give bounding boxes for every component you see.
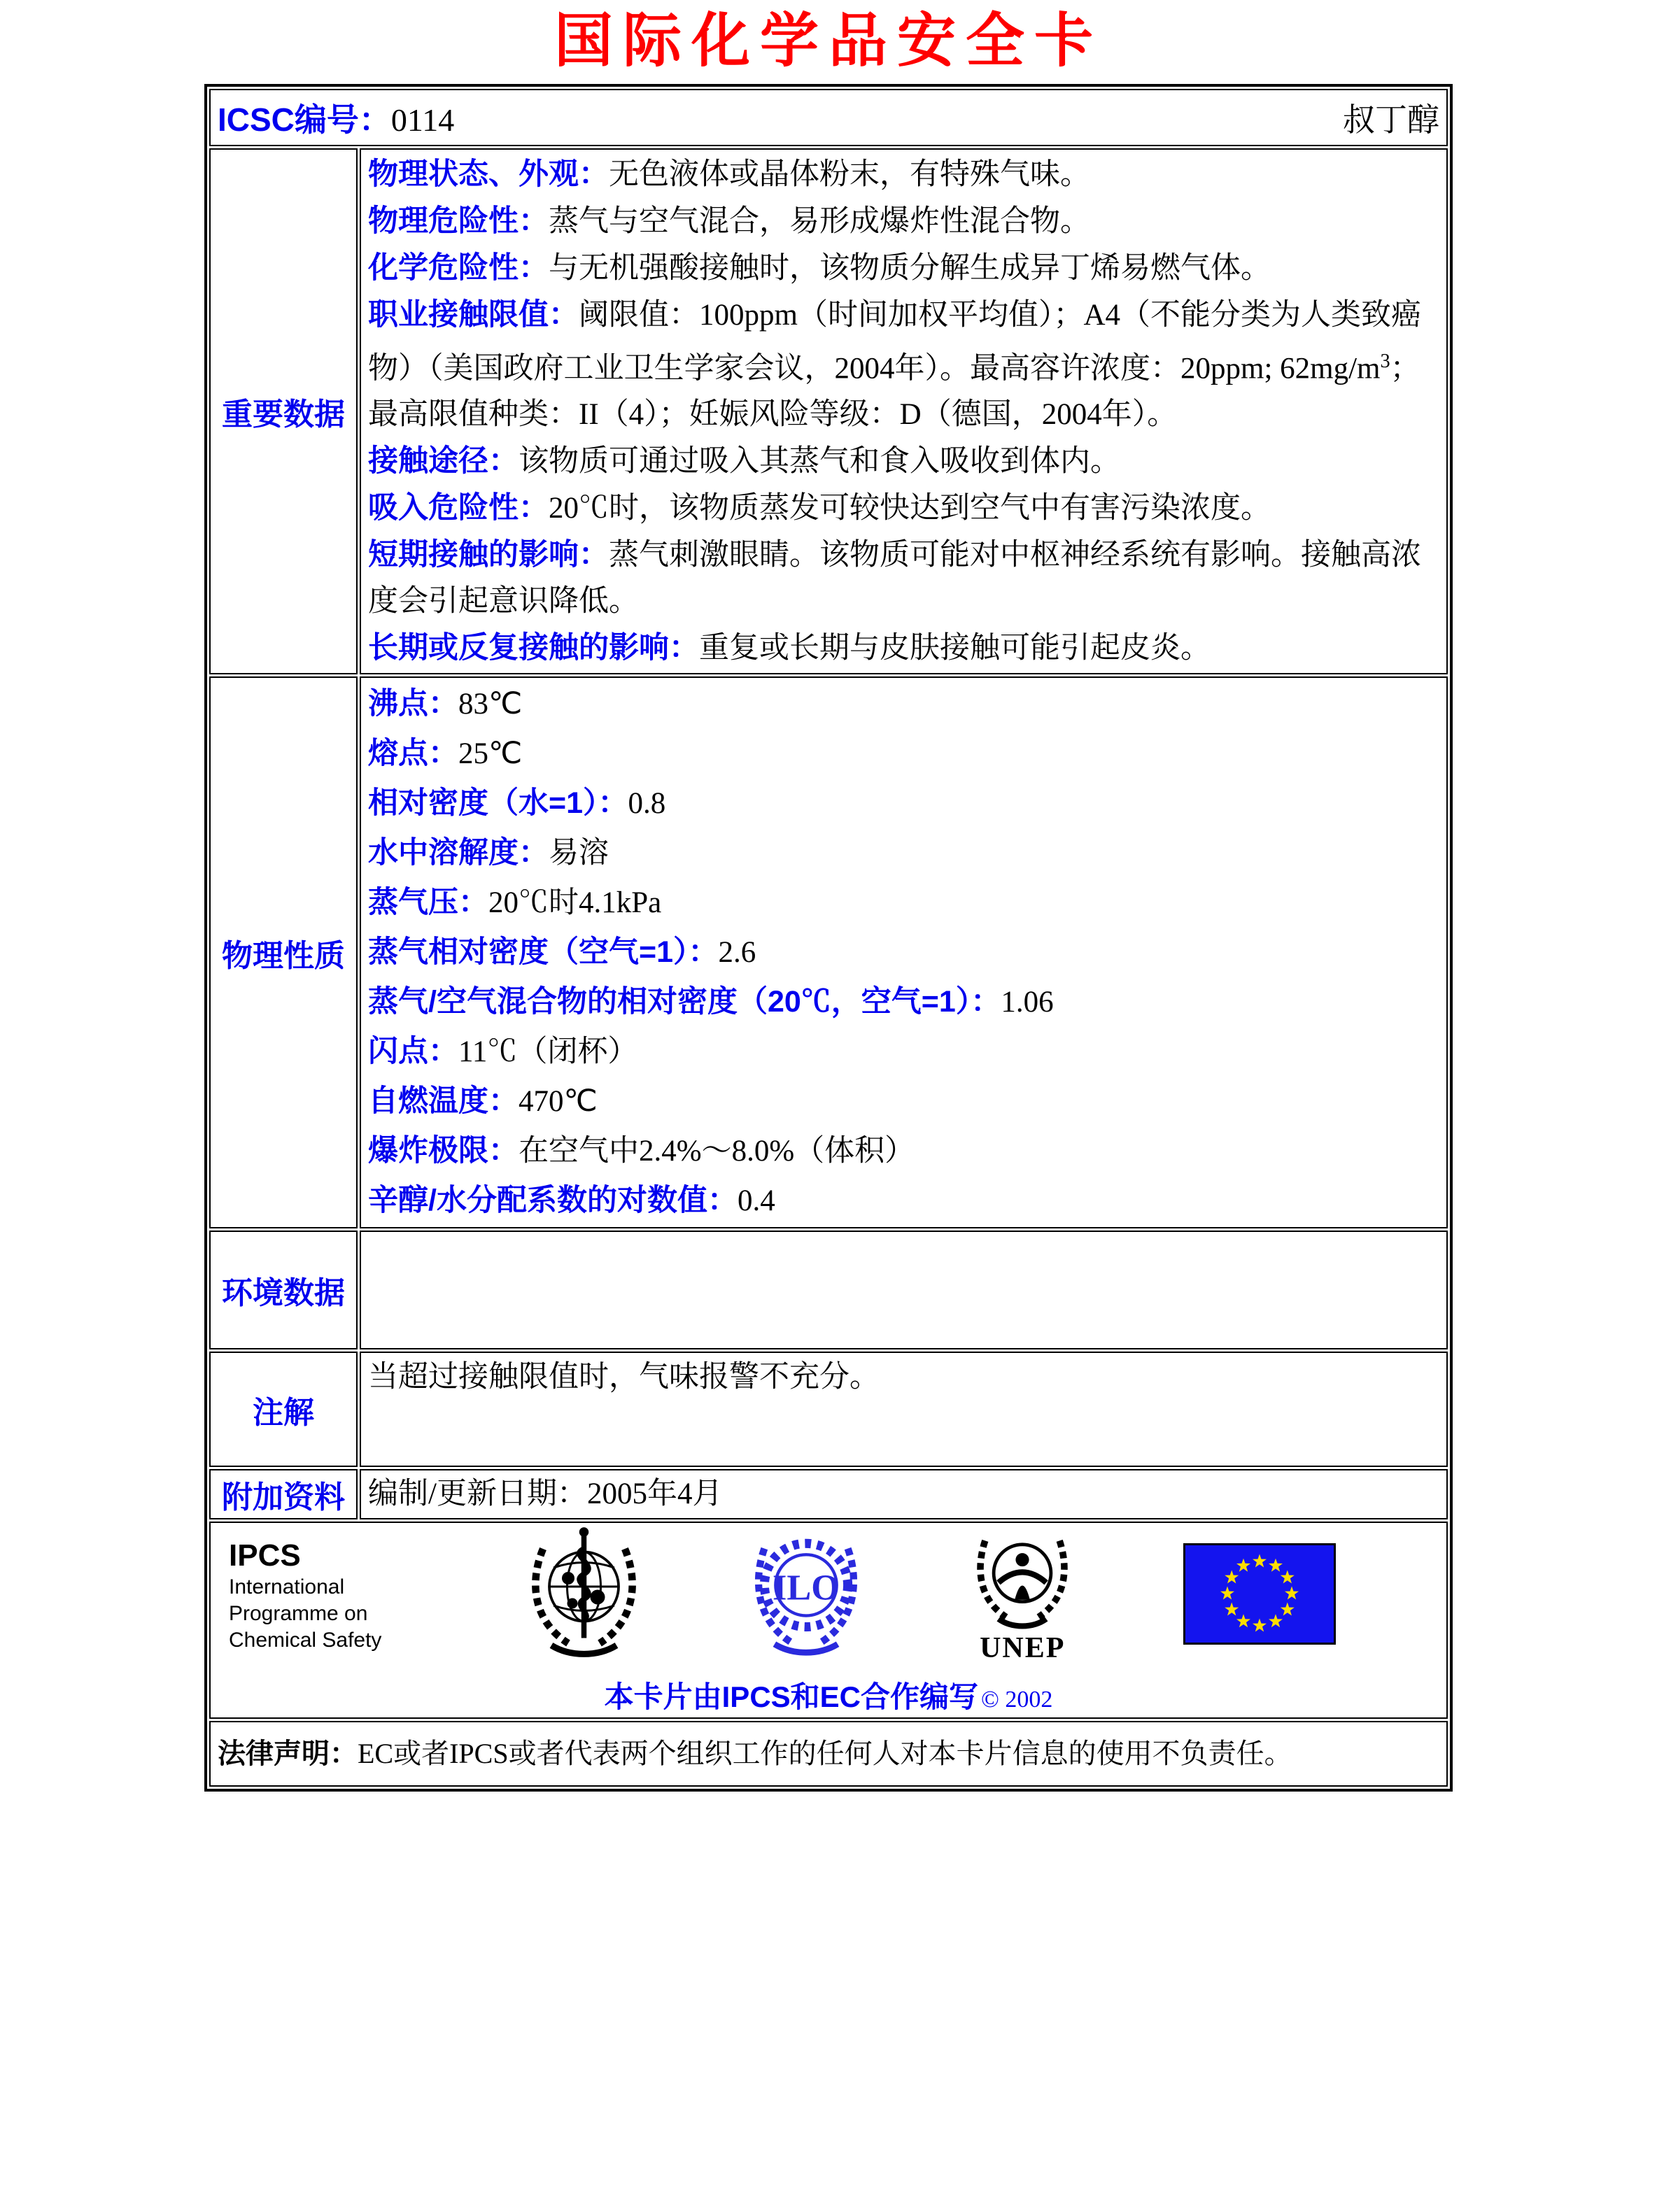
field-flash-point: 闪点：11℃（闭杯） xyxy=(368,1035,638,1069)
field-octanol-water-partition-coefficient: 辛醇/水分配系数的对数值：0.4 xyxy=(368,1184,775,1218)
preparation-update-date: 编制/更新日期：2005年4月 xyxy=(368,1477,723,1511)
field-melting-point: 熔点：25℃ xyxy=(368,737,523,771)
field-inhalation-risk: 吸入危险性：20℃时，该物质蒸发可较快达到空气中有害污染浓度。 xyxy=(368,491,1271,525)
legal-notice-text: EC或者IPCS或者代表两个组织工作的任何人对本卡片信息的使用不负责任。 xyxy=(358,1738,1292,1770)
field-chemical-hazards: 化学危险性：与无机强酸接触时，该物质分解生成异丁烯易燃气体。 xyxy=(368,251,1271,285)
legal-notice xyxy=(218,1736,1439,1772)
superscript-cubic-meter: 3 xyxy=(1380,350,1390,372)
field-explosive-limits: 爆炸极限：在空气中2.4%～8.0%（体积） xyxy=(368,1134,915,1168)
copyright-text: © 2002 xyxy=(981,1687,1053,1713)
icsc-number-value: 0114 xyxy=(390,102,455,138)
svg-text:ILO: ILO xyxy=(772,1567,840,1608)
icsc-number-group xyxy=(218,94,454,141)
field-vapor-pressure: 蒸气压：20℃时4.1kPa xyxy=(368,886,662,920)
field-physical-state-appearance: 物理状态、外观：无色液体或晶体粉末，有特殊气味。 xyxy=(368,157,1090,191)
section-label-additional-info: 附加资料 xyxy=(209,1469,358,1519)
field-water-solubility: 水中溶解度：易溶 xyxy=(368,836,609,870)
section-content-important-data xyxy=(360,148,1448,674)
section-label-notes: 注解 xyxy=(209,1352,358,1467)
field-relative-density: 相对密度（水=1）：0.8 xyxy=(368,786,666,821)
ipcs-logo-text: IPCS International Programme on Chemical Safety xyxy=(229,1538,418,1654)
field-physical-hazards: 物理危险性：蒸气与空气混合，易形成爆炸性混合物。 xyxy=(368,204,1090,238)
section-content-physical-properties xyxy=(360,676,1448,1228)
section-label-important-data: 重要数据 xyxy=(209,148,358,674)
ipcs-title: IPCS xyxy=(229,1538,301,1573)
field-short-term-exposure-effects: 短期接触的影响：蒸气刺激眼睛。该物质可能对中枢神经系统有影响。接触高浓度会引起意识降低。 xyxy=(368,538,1421,618)
chemical-name: 叔丁醇 xyxy=(1343,102,1439,138)
notes-text: 当超过接触限值时，气味报警不充分。 xyxy=(368,1361,880,1394)
section-label-environmental-data: 环境数据 xyxy=(209,1231,358,1349)
section-label-physical-properties: 物理性质 xyxy=(209,676,358,1228)
unep-logo-icon xyxy=(970,1529,1075,1663)
section-content-additional-info xyxy=(360,1469,1448,1519)
field-vapor-air-mixture-density: 蒸气/空气混合物的相对密度（20℃，空气=1）：1.06 xyxy=(368,985,1054,1019)
section-content-environmental-data xyxy=(360,1231,1448,1349)
field-vapor-relative-density: 蒸气相对密度（空气=1）：2.6 xyxy=(368,935,756,970)
icsc-number-label: ICSC编号： xyxy=(218,101,391,138)
field-autoignition-temperature: 自燃温度：470℃ xyxy=(368,1084,598,1119)
cooperation-caption: 本卡片由IPCS和EC合作编写 © 2002 xyxy=(604,1680,1053,1714)
header-row xyxy=(209,89,1448,146)
legal-notice-row xyxy=(209,1721,1448,1787)
field-routes-of-exposure: 接触途径：该物质可通过吸入其蒸气和食入吸收到体内。 xyxy=(368,444,1120,478)
page-title: 国际化学品安全卡 xyxy=(553,8,1103,73)
icsc-card-table xyxy=(204,84,1453,1792)
who-logo-icon xyxy=(526,1526,642,1666)
ilo-logo-icon xyxy=(750,1528,862,1664)
field-boiling-point: 沸点：83℃ xyxy=(368,687,523,721)
eu-flag-icon xyxy=(1183,1543,1336,1648)
legal-notice-label: 法律声明： xyxy=(218,1738,358,1770)
field-occupational-exposure-limits: 职业接触限值：阈限值：100ppm（时间加权平均值）；A4（不能分类为人类致癌物）（美国政府工业卫生学家会议，2004年）。最高容许浓度：20ppm; $62mg/m^3$；最高限值种类：II（4）；妊娠风险等级：D（德国，2004年）。 xyxy=(368,298,1421,432)
section-content-notes xyxy=(360,1352,1448,1467)
organizations-logo-row xyxy=(209,1522,1448,1719)
unep-label: UNEP xyxy=(980,1631,1066,1664)
field-long-term-exposure-effects: 长期或反复接触的影响：重复或长期与皮肤接触可能引起皮炎。 xyxy=(368,631,1211,665)
